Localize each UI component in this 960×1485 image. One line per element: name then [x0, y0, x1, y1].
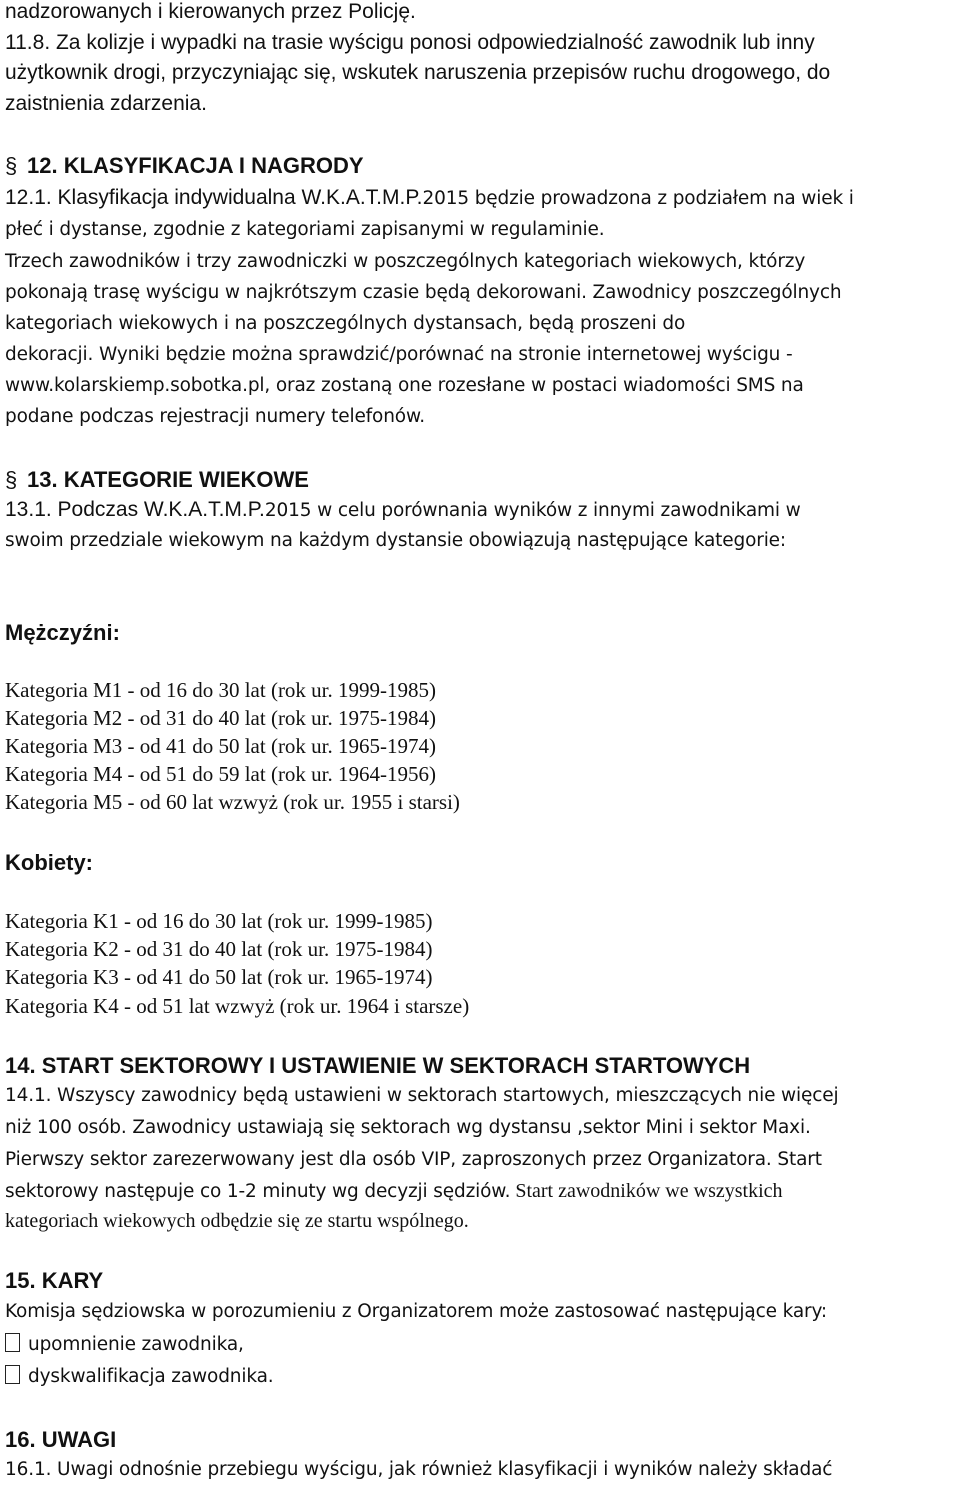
penalty-item-2-label: dyskwalifikacja zawodnika.	[28, 1366, 274, 1387]
s12-line-1	[5, 186, 854, 210]
s14-line-4a: sektorowy następuje co 1-2 minuty wg decyzji sędziów.	[5, 1181, 511, 1202]
women-category-k2: Kategoria K2 - od 31 do 40 lat (rok ur. 1975-1984)	[5, 937, 433, 961]
section-14-heading: 14. START SEKTOROWY I USTAWIENIE W SEKTORACH STARTOWYCH	[5, 1053, 751, 1078]
penalty-item-1-label: upomnienie zawodnika,	[28, 1334, 244, 1355]
s12-line-1a: 12.1. Klasyfikacja indywidualna W.K.A.T.M.P.	[5, 186, 423, 209]
s12-line-6: dekoracji. Wyniki będzie można sprawdzić/porównać na stronie internetowej wyścigu -	[5, 344, 793, 365]
s14-line-5: kategoriach wiekowych odbędzie się ze startu wspólnego.	[5, 1210, 469, 1232]
penalty-item-2	[5, 1365, 274, 1387]
women-heading: Kobiety:	[5, 850, 93, 875]
men-category-m4: Kategoria M4 - od 51 do 59 lat (rok ur. 1964-1956)	[5, 762, 437, 786]
s14-line-1: 14.1. Wszyscy zawodnicy będą ustawieni w sektorach startowych, mieszczących nie więcej	[5, 1085, 839, 1106]
s12-line-8: podane podczas rejestracji numery telefonów.	[5, 406, 425, 427]
s11-line-2: 11.8. Za kolizje i wypadki na trasie wyścigu ponosi odpowiedzialność zawodnik lub inny	[5, 31, 815, 54]
penalty-item-1	[5, 1333, 244, 1355]
s14-line-2: niż 100 osób. Zawodnicy ustawiają się sektorach wg dystansu ,sektor Mini i sektor Maxi.	[5, 1117, 811, 1138]
s14-line-3: Pierwszy sektor zarezerwowany jest dla osób VIP, zaproszonych przez Organizatora. Start	[5, 1149, 822, 1170]
section-sign: §	[5, 467, 18, 492]
section-12-heading	[5, 153, 364, 179]
s15-line-1: Komisja sędziowska w porozumieniu z Organizatorem może zastosować następujące kary:	[5, 1301, 827, 1322]
s13-line-1	[5, 498, 801, 522]
women-category-k1: Kategoria K1 - od 16 do 30 lat (rok ur. 1999-1985)	[5, 909, 433, 933]
women-category-k3: Kategoria K3 - od 41 do 50 lat (rok ur. 1965-1974)	[5, 965, 433, 989]
s12-line-3: Trzech zawodników i trzy zawodniczki w poszczególnych kategoriach wiekowych, którzy	[5, 251, 806, 272]
s14-line-4b: Start zawodników we wszystkich	[510, 1180, 783, 1202]
s12-line-2: płeć i dystanse, zgodnie z kategoriami zapisanymi w regulaminie.	[5, 219, 605, 240]
s16-line-1: 16.1. Uwagi odnośnie przebiegu wyścigu, jak również klasyfikacji i wyników należy składać	[5, 1459, 833, 1480]
men-category-m1: Kategoria M1 - od 16 do 30 lat (rok ur. 1999-1985)	[5, 678, 437, 702]
men-category-m3: Kategoria M3 - od 41 do 50 lat (rok ur. 1965-1974)	[5, 734, 437, 758]
s14-line-4	[5, 1180, 783, 1203]
men-heading: Mężczyźni:	[5, 620, 120, 645]
s12-line-1b: 2015 będzie prowadzona z podziałem na wiek i	[422, 188, 854, 209]
women-category-k4: Kategoria K4 - od 51 lat wzwyż (rok ur. 1964 i starsze)	[5, 994, 470, 1018]
section-16-heading: 16. UWAGI	[5, 1427, 117, 1452]
s13-line-2: swoim przedziale wiekowym na każdym dystansie obowiązują następujące kategorie:	[5, 530, 786, 551]
box-bullet-icon	[5, 1333, 20, 1352]
s13-line-1a: 13.1. Podczas W.K.A.T.M.P.	[5, 498, 265, 521]
s11-line-1: nadzorowanych i kierowanych przez Policję.	[5, 0, 416, 23]
section-12-title: 12. KLASYFIKACJA I NAGRODY	[27, 153, 364, 178]
section-13-title: 13. KATEGORIE WIEKOWE	[27, 467, 309, 492]
s11-line-3: użytkownik drogi, przyczyniając się, wskutek naruszenia przepisów ruchu drogowego, do	[5, 61, 831, 84]
s13-line-1b: 2015 w celu porównania wyników z innymi zawodnikami w	[264, 500, 801, 521]
section-13-heading	[5, 467, 309, 493]
s12-line-5: kategoriach wiekowych i na poszczególnych dystansach, będą proszeni do	[5, 313, 686, 334]
section-sign: §	[5, 153, 18, 178]
box-bullet-icon	[5, 1365, 20, 1384]
men-category-m5: Kategoria M5 - od 60 lat wzwyż (rok ur. 1955 i starsi)	[5, 790, 460, 814]
s11-line-4: zaistnienia zdarzenia.	[5, 92, 207, 115]
s12-line-4: pokonają trasę wyścigu w najkrótszym czasie będą dekorowani. Zawodnicy poszczególnych	[5, 282, 842, 303]
men-category-m2: Kategoria M2 - od 31 do 40 lat (rok ur. 1975-1984)	[5, 706, 437, 730]
section-15-heading: 15. KARY	[5, 1268, 104, 1293]
s12-line-7: www.kolarskiemp.sobotka.pl, oraz zostaną one rozesłane w postaci wiadomości SMS na	[5, 375, 804, 396]
